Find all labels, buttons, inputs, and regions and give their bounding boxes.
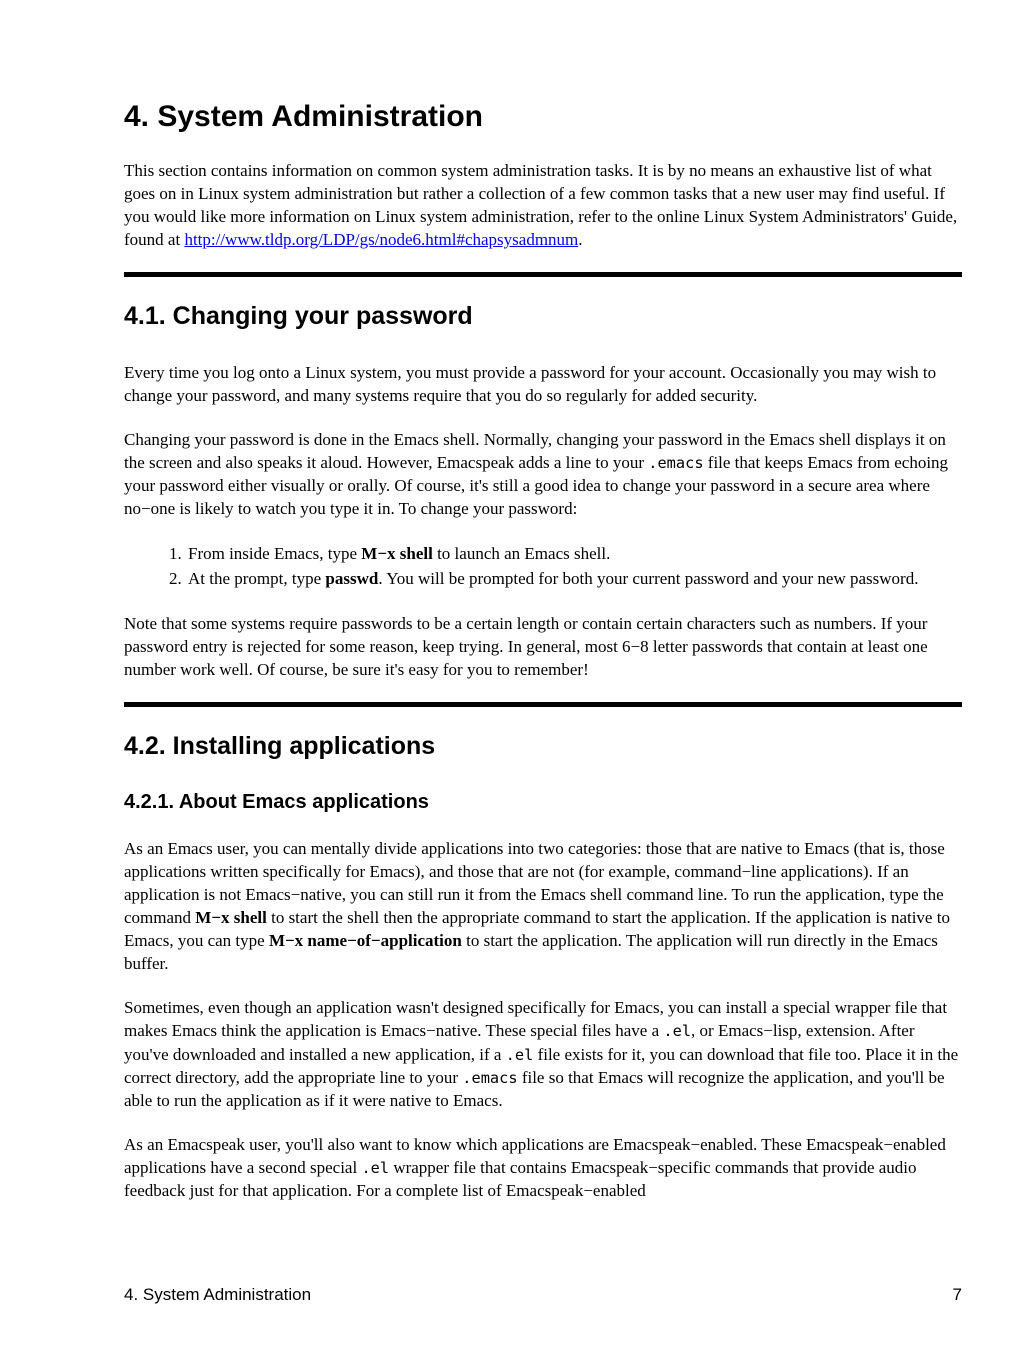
- text-segment: to start the application. The application will run directly in the Emacs buffer.: [124, 931, 938, 974]
- text-segment: From inside Emacs, type: [188, 543, 362, 563]
- text-segment: to launch an Emacs shell.: [432, 543, 611, 563]
- text-segment: .el: [663, 1022, 692, 1041]
- intro-paragraph: [124, 159, 962, 251]
- text-segment: At the prompt, type: [188, 568, 326, 588]
- section-heading-4-2: 4.2. Installing applications: [124, 732, 436, 761]
- numbered-list: [124, 542, 962, 590]
- paragraph: [124, 612, 962, 681]
- paragraph: [124, 428, 962, 520]
- text-segment: M−x shell: [195, 907, 267, 927]
- text-segment: Note that some systems require passwords to be a certain length or contain certain characters such as numbers. If your password entry is rejected for some reason, keep trying. In general, most 6−8 letter passwords that contain at least one number work well. Of course, be sure it's easy for you to remember!: [124, 613, 928, 680]
- text-segment: file that keeps Emacs from echoing your password either visually or orally. Of course, it's still a good idea to change your password in a secure area where no−one is likely to watch you type it in. To change your password:: [124, 453, 949, 519]
- text-segment: . You will be prompted for both your current password and your new password.: [378, 568, 919, 588]
- paragraph: [124, 1133, 962, 1202]
- text-segment: file exists for it, you can download that file too. Place it in the correct directory, add the appropriate line to your: [124, 1044, 959, 1087]
- paragraph: [124, 837, 962, 976]
- text-segment: wrapper file that contains Emacspeak−specific commands that provide audio feedback just for that application. For a complete list of Emacspeak−enabled: [124, 1157, 917, 1201]
- text-segment: .emacs: [648, 454, 704, 473]
- section-heading-4-1: 4.1. Changing your password: [124, 302, 473, 331]
- footer-page-number: 7: [952, 1285, 962, 1304]
- list-item: [186, 542, 962, 565]
- list-item: [186, 567, 962, 590]
- section-divider: [124, 272, 962, 277]
- text-segment: .: [578, 230, 583, 250]
- page-footer: [124, 1283, 962, 1306]
- text-segment: Every time you log onto a Linux system, you must provide a password for your account. Occasionally you may wish to change your password, and many systems require that you do so regularly for added security.: [124, 362, 937, 406]
- text-segment: M−x shell: [361, 543, 433, 563]
- text-segment: Changing your password is done in the Emacs shell. Normally, changing your password in the Emacs shell displays it on the screen and also speaks it aloud. However, Emacspeak adds a line to your: [124, 430, 946, 473]
- text-segment: M−x name−of−application: [268, 931, 462, 951]
- text-segment: file so that Emacs will recognize the application, and you'll be able to run the application as if it were native to Emacs.: [124, 1067, 945, 1110]
- text-segment: , or Emacs−lisp, extension. After you've downloaded and installed a new application, if a: [124, 1021, 915, 1064]
- text-segment: Sometimes, even though an application wasn't designed specifically for Emacs, you can install a special wrapper file that makes Emacs think the application is Emacs−native. These special files have a: [124, 998, 948, 1041]
- section-divider: [124, 702, 962, 707]
- text-segment: .emacs: [462, 1068, 518, 1087]
- text-segment: to start the shell then the appropriate command to start the application. If the application is native to Emacs, you can type: [124, 907, 950, 951]
- text-segment: .el: [505, 1045, 534, 1064]
- subsection-heading-4-2-1: 4.2.1. About Emacs applications: [124, 790, 429, 813]
- text-segment: As an Emacs user, you can mentally divide applications into two categories: those that are native to Emacs (that is, those applications written specifically for Emacs), and those that are not (for example, command−line applications). If an application is not Emacs−native, you can still run it from the Emacs shell command line. To run the application, type the command: [124, 838, 945, 927]
- chapter-title: 4. System Administration: [124, 100, 483, 133]
- text-segment: .el: [361, 1158, 390, 1177]
- text-segment: passwd: [325, 568, 379, 588]
- footer-chapter-label: 4. System Administration: [124, 1285, 312, 1304]
- paragraph: [124, 361, 962, 407]
- paragraph: [124, 996, 962, 1112]
- text-segment: As an Emacspeak user, you'll also want to know which applications are Emacspeak−enabled. These Emacspeak−enabled applications have a second special: [124, 1134, 946, 1177]
- text-segment: This section contains information on common system administration tasks. It is by no means an exhaustive list of what goes on in Linux system administration but rather a collection of a few common tasks that a new user may find useful. If you would like more information on Linux system administration, refer to the online Linux System Administrators' Guide, found at: [124, 161, 958, 250]
- hyperlink[interactable]: http://www.tldp.org/LDP/gs/node6.html#chapsysadmnum: [184, 230, 579, 250]
